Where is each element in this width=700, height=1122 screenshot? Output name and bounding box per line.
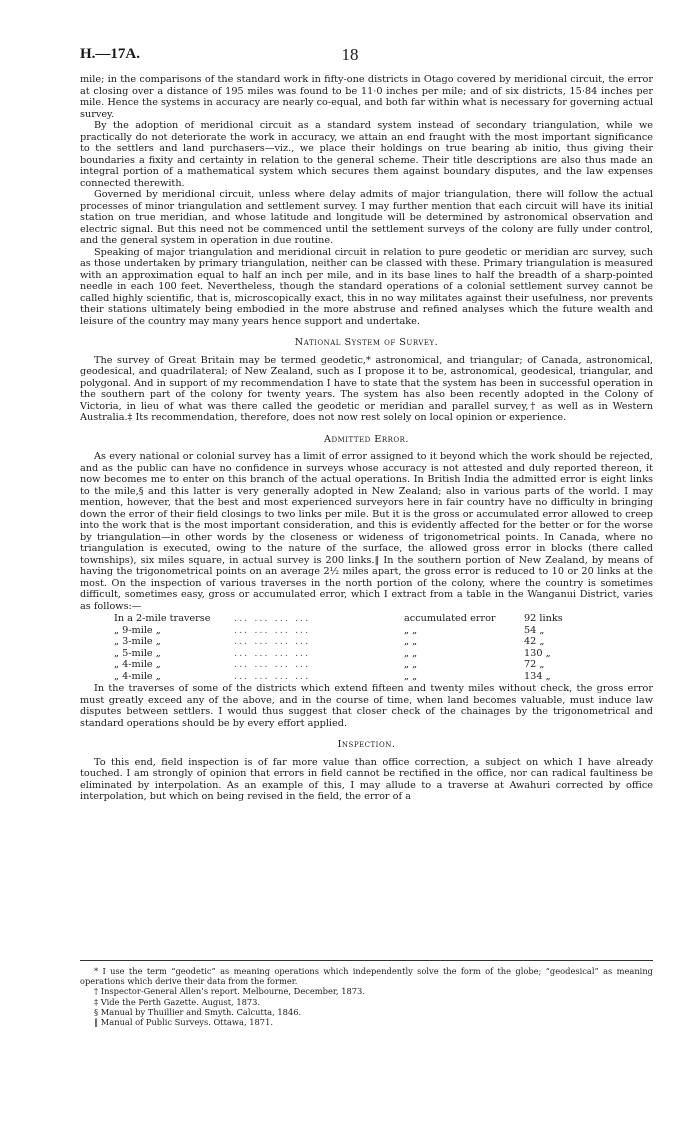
footnote: ‖ Manual of Public Surveys. Ottawa, 1871. [94,1017,273,1028]
traverse-label: „ 3-mile „ [114,636,161,647]
footnote-divider [80,960,653,961]
paragraph: To this end, field inspection is of far more value than office correction, a subject on which I have already touched. I am strongly of opinion that errors in field cannot be rectified in the office, nor can radical faultiness be eliminated by interpolation. As an example of this, I may allude to a traverse at Awahuri corrected by office interpolation, but which on being revised in the field, the error of a [80,756,653,802]
traverse-label: „ 4-mile „ [114,659,161,670]
table-row [114,613,584,625]
error-type: „ „ [404,670,418,682]
paragraph: By the adoption of meridional circuit as a standard system instead of secondary triangulation, while we practically do not deteriorate the work in accuracy, we attain an end fraught with the most important significance to the settlers and land purchasers—viz., we place their holdings on true bearing ab initio, thus giving their boundaries a fixity and certainty in relation to the general scheme. Their title descriptions are also thus made an integral portion of a mathematical system which secures them against boundary disputes, and the law expenses connected therewith. [80,120,653,189]
table-row [114,648,584,660]
leader-dots: ... ... ... ... [234,647,311,659]
report-reference: H.—17A. [80,46,140,62]
table-row [114,671,584,683]
error-value: 42 „ [524,636,545,647]
leader-dots: ... ... ... ... [234,636,311,647]
error-type: „ „ [404,624,418,636]
traverse-label: „ 4-mile „ [114,670,161,682]
section-heading-national-system: National System of Survey. [294,337,439,348]
footnote: * I use the term “geodetic” as meaning operations which independently solve the form of the globe; “geodesical” as meaning operations which derive their data from the former. [80,966,653,987]
error-type: „ „ [404,647,418,659]
section-heading-admitted-error: Admitted Error. [323,433,409,445]
error-value: 130 „ [524,647,551,659]
traverse-label: „ 5-mile „ [114,647,161,659]
table-row [114,659,584,671]
error-type: accumulated error [404,613,496,624]
paragraph: Governed by meridional circuit, unless where delay admits of major triangulation, there will follow the actual processes of minor triangulation and settlement survey. I may further mention that each circuit will have its initial station on true meridian, and whose latitude and longitude will be determined by astronomical observation and electric signal. But this need not be commenced until the settlement surveys of the colony are fully under control, and the general system in operation in due routine. [80,189,653,246]
error-value: 92 links [524,613,563,624]
page-number: 18 [341,45,359,64]
paragraph: As every national or colonial survey has a limit of error assigned to it beyond which the work should be rejected, and as the public can have no confidence in surveys whose accuracy is not attested and duly reported thereon, it now becomes me to enter on this branch of the actual operations. In British India the admitted error is eight links to the mile,§ and this latter is very generally adopted in New Zealand; also in various parts of the world. I may mention, however, that the best and most experienced surveyors here in fair country have no difficulty in bringing down the error of their field closings to two links per mile. But it is the gross or accumulated error allowed to creep into the work that is the most important consideration, and this is evidently affected for the better or for the worse by triangulation—in other words by the closeness or wideness of trigonometrical points. In Canada, where no triangulation is executed, owing to the nature of the surface, the allowed gross error in blocks (there called townships), six miles square, in actual survey is 200 links.‖ In the southern portion of New Zealand, by means of having the trigonometrical points on an average 2½ miles apart, the gross error is reduced to 10 or 20 links at the most. On the inspection of various traverses in the north portion of the colony, where the country is sometimes difficult, sometimes easy, gross or accumulated error, which I extract from a table in the Wanganui District, varies as follows:— [80,451,653,612]
error-value: 54 „ [524,624,545,636]
paragraph: In the traverses of some of the districts which extend fifteen and twenty miles without check, the gross error must greatly exceed any of the above, and in the course of time, when land becomes valuable, must induce law disputes between settlers. I would thus suggest that closer check of the chainages by the trigonometrical and standard operations should be by every effort applied. [80,683,653,729]
footnotes [80,966,653,1027]
paragraph: The survey of Great Britain may be termed geodetic,* astronomical, and triangular; of Canada, astronomical, geodesical, and quadrilateral; of New Zealand, such as I propose it to be, astronomical, geodesical, triangular, and polygonal. And in support of my recommendation I have to state that the system has been in successful operation in the southern part of the colony for twenty years. The system has also been recently adopted in the Colony of Victoria, in lieu of what was there called the geodetic or meridian and parallel survey,† as well as in Western Australia.‡ Its recommendation, therefore, does not now rest solely on local opinion or experience. [80,354,653,423]
footnote: § Manual by Thuillier and Smyth. Calcutta, 1846. [94,1006,302,1017]
error-value: 72 „ [524,659,545,670]
error-type: „ „ [404,659,418,670]
error-type: „ „ [404,636,418,647]
table-row [114,625,584,637]
footnote: † Inspector-General Allen’s report. Melbourne, December, 1873. [94,986,365,997]
section-heading-inspection: Inspection. [337,739,396,750]
leader-dots: ... ... ... ... [234,624,311,636]
paragraph: mile; in the comparisons of the standard work in fifty-one districts in Otago covered by meridional circuit, the error at closing over a distance of 195 miles was found to be 11·0 inches per mile; and of six districts, 15·84 inches per mile. Hence the systems in accuracy are nearly co-equal, and both far within what is necessary for governing actual survey. [80,74,653,120]
traverse-label: In a 2-mile traverse [114,613,211,624]
leader-dots: ... ... ... ... [234,659,311,670]
error-table [114,613,584,682]
leader-dots: ... ... ... ... [234,670,311,682]
footnote: ‡ Vide the Perth Gazette. August, 1873. [94,996,261,1007]
paragraph: Speaking of major triangulation and meridional circuit in relation to pure geodetic or meridian arc survey, such as those undertaken by primary triangulation, neither can be classed with these. Primary triangulation is measured with an approximation equal to half an inch per mile, and in its base lines to half the breadth of a sharp-pointed needle in each 100 feet. Nevertheless, though the standard operations of a colonial settlement survey cannot be called highly scientific, that is, microscopically exact, this in no way militates against their usefulness, nor prevents their stations ultimately being embodied in the more abstruse and refined analyses which the future wealth and leisure of the country may many years hence support and undertake. [80,246,653,327]
traverse-label: „ 9-mile „ [114,624,161,636]
leader-dots: ... ... ... ... [234,613,311,624]
error-value: 134 „ [524,670,551,682]
document-body [80,74,653,803]
table-row [114,636,584,648]
